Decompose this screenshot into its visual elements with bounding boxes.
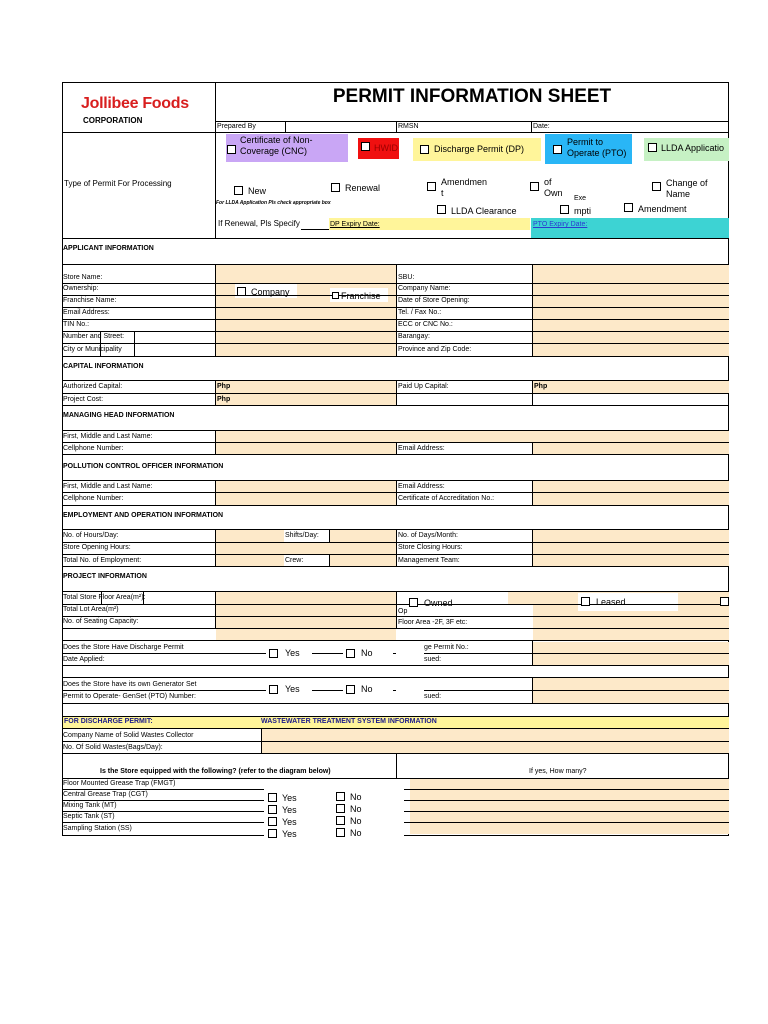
llda-clearance-label: LLDA Clearance	[451, 206, 517, 216]
company-logo: Jollibee Foods	[81, 95, 189, 112]
managing-cell-label: Cellphone Number:	[63, 445, 124, 452]
discharge-no-label: No	[361, 648, 373, 658]
solid-wastes-label: No. Of Solid Wastes(Bags/Day):	[63, 744, 163, 751]
divider	[62, 653, 262, 654]
renewal-label: Renewal	[345, 183, 381, 193]
amendment2-checkbox[interactable]	[624, 203, 633, 212]
divider	[215, 480, 216, 505]
renewal-specify-label: If Renewal, Pls Specify	[218, 219, 300, 228]
ss-no-checkbox[interactable]	[336, 828, 345, 837]
divider	[62, 665, 729, 666]
franchise-checkbox[interactable]	[332, 292, 339, 299]
fmgt-label: Floor Mounted Grease Trap (FMGT)	[63, 780, 176, 787]
ecc-label: ECC or CNC No.:	[398, 321, 453, 328]
divider	[62, 505, 729, 506]
st-no-label: No	[350, 816, 362, 826]
cnc-label: Certificate of Non-Coverage (CNC)	[240, 135, 313, 156]
total-employment-label: Total No. of Employment:	[63, 557, 142, 564]
divider	[62, 405, 729, 406]
divider	[62, 716, 729, 717]
company-label: Company	[251, 287, 290, 297]
llda-app-checkbox[interactable]	[648, 143, 657, 152]
st-yes-checkbox[interactable]	[268, 817, 277, 826]
other-checkbox[interactable]	[720, 597, 729, 606]
divider	[424, 653, 729, 654]
crew-input[interactable]	[330, 555, 396, 566]
hours-label: No. of Hours/Day:	[63, 532, 119, 539]
st-label: Septic Tank (ST)	[63, 813, 115, 820]
cgt-yes-label: Yes	[282, 793, 297, 803]
email-label: Email Address:	[63, 309, 110, 316]
divider	[532, 264, 533, 356]
crew-label: Crew:	[285, 557, 304, 564]
divider	[62, 741, 729, 742]
opening-hours-label: Store Opening Hours:	[63, 544, 131, 551]
cgt-yes-checkbox[interactable]	[268, 793, 277, 802]
equipped-question: Is the Store equipped with the following? (refer to the diagram below)	[100, 768, 331, 775]
cgt-label: Central Grease Trap (CGT)	[63, 791, 148, 798]
divider	[215, 121, 729, 122]
divider	[62, 454, 729, 455]
mt-label: Mixing Tank (MT)	[63, 802, 117, 809]
divider	[215, 132, 216, 238]
amendment-label: Amendmen t	[441, 177, 488, 198]
llda-note: For LLDA Application Pls check appropriate box	[216, 200, 331, 206]
divider	[215, 430, 216, 454]
hwid-label: HWID	[374, 143, 398, 153]
province-zip-label: Province and Zip Code:	[398, 346, 472, 353]
divider	[215, 264, 216, 356]
divider	[62, 640, 729, 641]
renewal-checkbox[interactable]	[331, 183, 340, 192]
collector-label: Company Name of Solid Wastes Collector	[63, 732, 194, 739]
company-name-label: Company Name:	[398, 285, 451, 292]
rmsn-label: RMSN	[398, 123, 419, 130]
exe-label: Exe	[574, 195, 587, 202]
managing-email-input[interactable]	[533, 443, 729, 454]
divider	[62, 132, 729, 133]
divider	[329, 554, 330, 566]
capital-heading: CAPITAL INFORMATION	[63, 363, 144, 370]
divider	[396, 591, 397, 628]
management-team-label: Management Team:	[398, 557, 460, 564]
leased-label: Leased	[596, 597, 626, 607]
divider	[396, 121, 397, 132]
company-logo-sub: CORPORATION	[83, 116, 143, 125]
permit-type-label: Type of Permit For Processing	[64, 179, 172, 188]
llda-clearance-checkbox[interactable]	[437, 205, 446, 214]
tel-fax-label: Tel. / Fax No.:	[398, 309, 442, 316]
city-label: City or Municipality	[63, 346, 122, 353]
opening-hours-input[interactable]	[216, 543, 396, 554]
dp-expiry-label: DP Expiry Date:	[330, 221, 380, 228]
permit-no-label: ge Permit No.:	[424, 644, 469, 651]
divider	[532, 480, 533, 505]
owned-label: Owned	[424, 598, 453, 608]
divider	[261, 728, 262, 753]
floor-spec-label: Floor Area -2F, 3F etc:	[398, 619, 468, 626]
leased-checkbox[interactable]	[581, 597, 590, 606]
shifts-label: Shifts/Day:	[285, 532, 319, 539]
st-no-checkbox[interactable]	[336, 816, 345, 825]
discharge-question: Does the Store Have Discharge Permit	[63, 644, 184, 651]
mt-yes-label: Yes	[282, 805, 297, 815]
pco-input-col2[interactable]	[533, 481, 729, 505]
amendment2-label: Amendment	[638, 204, 687, 214]
pco-heading: POLLUTION CONTROL OFFICER INFORMATION	[63, 463, 224, 470]
owned-option	[407, 594, 508, 609]
divider	[396, 264, 397, 356]
date-label: Date:	[533, 123, 550, 130]
change-name-checkbox[interactable]	[652, 182, 661, 191]
pco-cell-label: Cellphone Number:	[63, 495, 124, 502]
pto-genset-label: Permit to Operate- GenSet (PTO) Number:	[63, 693, 196, 700]
own-checkbox[interactable]	[530, 182, 539, 191]
barangay-label: Barangay:	[398, 333, 430, 340]
divider	[396, 753, 397, 778]
change-name-label: Change of Name	[666, 178, 708, 199]
discharge-yes-label: Yes	[285, 648, 300, 658]
mt-no-checkbox[interactable]	[336, 804, 345, 813]
divider	[396, 380, 397, 405]
ownership-label: Ownership:	[63, 285, 99, 292]
franchisee-name-label: Franchise Name:	[63, 297, 117, 304]
tin-label: TIN No.:	[63, 321, 90, 328]
employment-input-col2[interactable]	[533, 530, 729, 566]
mt-no-label: No	[350, 804, 362, 814]
mpti-checkbox[interactable]	[560, 205, 569, 214]
managing-cell-input[interactable]	[216, 443, 396, 454]
dp-checkbox[interactable]	[420, 145, 429, 154]
generator-question: Does the Store have its own Generator Set	[63, 681, 197, 688]
equipment-count-input[interactable]	[410, 779, 729, 834]
divider	[215, 529, 216, 566]
php-label: Php	[217, 383, 231, 390]
applicant-heading: APPLICANT INFORMATION	[63, 245, 154, 252]
store-name-label: Store Name:	[63, 274, 103, 281]
managing-email-label: Email Address:	[398, 445, 445, 452]
divider	[532, 442, 533, 454]
managing-name-input[interactable]	[216, 431, 729, 442]
issued-label: sued:	[424, 693, 442, 700]
capital-input-col2[interactable]	[533, 381, 729, 393]
leased-option	[578, 593, 678, 611]
divider	[134, 331, 135, 356]
pco-email-label: Email Address:	[398, 483, 445, 490]
pto-label: Permit to Operate (PTO)	[567, 137, 627, 158]
project-cost-label: Project Cost:	[63, 396, 104, 403]
managing-heading: MANAGING HEAD INFORMATION	[63, 412, 175, 419]
divider	[215, 591, 216, 628]
st-yes-label: Yes	[282, 817, 297, 827]
divider	[285, 121, 286, 132]
total-employment-input[interactable]	[216, 555, 284, 566]
project-heading: PROJECT INFORMATION	[63, 573, 147, 580]
prepared-by-label: Prepared By	[217, 123, 256, 130]
divider	[424, 690, 729, 691]
franchise-label: Franchise	[341, 291, 381, 301]
mt-yes-checkbox[interactable]	[268, 805, 277, 814]
wastewater-heading: WASTEWATER TREATMENT SYSTEM INFORMATION	[261, 718, 437, 725]
divider	[532, 380, 533, 405]
hwid-checkbox[interactable]	[361, 142, 370, 151]
amendment-checkbox[interactable]	[427, 182, 436, 191]
company-checkbox[interactable]	[237, 287, 246, 296]
days-label: No. of Days/Month:	[398, 532, 458, 539]
ss-label: Sampling Station (SS)	[63, 825, 132, 832]
pto-checkbox[interactable]	[553, 145, 562, 154]
generator-no-label: No	[361, 684, 373, 694]
op-label: Op	[398, 608, 408, 615]
new-checkbox[interactable]	[234, 186, 243, 195]
hours-input[interactable]	[216, 530, 284, 542]
employment-heading: EMPLOYMENT AND OPERATION INFORMATION	[63, 512, 224, 519]
divider	[532, 640, 533, 665]
shifts-input[interactable]	[330, 530, 396, 542]
closing-hours-label: Store Closing Hours:	[398, 544, 463, 551]
ss-no-label: No	[350, 828, 362, 838]
discharge-yes-checkbox[interactable]	[269, 649, 278, 658]
php-label: Php	[534, 383, 548, 390]
cnc-checkbox[interactable]	[227, 145, 236, 154]
floor-area-label: Total Store Floor Area(m²):	[63, 594, 146, 601]
pco-input-col1[interactable]	[216, 481, 396, 505]
divider	[532, 529, 533, 566]
divider	[62, 690, 262, 691]
divider	[215, 380, 216, 405]
llda-app-label: LLDA Applicatio	[661, 143, 725, 153]
divider	[62, 238, 729, 239]
renewal-specify-underline	[301, 229, 329, 230]
divider	[396, 480, 397, 505]
owned-checkbox[interactable]	[409, 598, 418, 607]
discharge-permit-heading: FOR DISCHARGE PERMIT:	[64, 718, 153, 725]
cgt-no-checkbox[interactable]	[336, 792, 345, 801]
lot-area-label: Total Lot Area(m²)	[63, 606, 119, 613]
pco-name-label: First, Middle and Last Name:	[63, 483, 153, 490]
sbu-label: SBU:	[398, 274, 415, 281]
own-label: of Own	[544, 177, 563, 198]
number-street-label: Number and Street:	[63, 333, 125, 340]
divider	[62, 703, 729, 704]
new-label: New	[248, 186, 267, 196]
discharge-no-checkbox[interactable]	[346, 649, 355, 658]
divider	[396, 442, 397, 454]
divider	[62, 628, 729, 629]
divider	[532, 677, 533, 703]
cgt-no-label: No	[350, 792, 362, 802]
dp-label: Discharge Permit (DP)	[434, 144, 525, 154]
divider	[531, 121, 532, 132]
how-many-label: If yes, How many?	[529, 768, 587, 775]
ss-yes-checkbox[interactable]	[268, 829, 277, 838]
authorized-capital-label: Authorized Capital:	[63, 383, 123, 390]
generator-yes-checkbox[interactable]	[269, 685, 278, 694]
php-label: Php	[217, 396, 231, 403]
mpti-label: mpti	[574, 206, 592, 216]
issued-label: sued:	[424, 656, 442, 663]
seating-label: No. of Seating Capacity:	[63, 618, 139, 625]
date-applied-label: Date Applied:	[63, 656, 105, 663]
pco-accreditation-label: Certificate of Accreditation No.:	[398, 495, 495, 502]
ss-yes-label: Yes	[282, 829, 297, 839]
divider	[62, 356, 729, 357]
date-opening-label: Date of Store Opening:	[398, 297, 470, 304]
page-title: PERMIT INFORMATION SHEET	[332, 86, 612, 107]
generator-yes-label: Yes	[285, 684, 300, 694]
divider	[329, 529, 330, 542]
generator-no-checkbox[interactable]	[346, 685, 355, 694]
paid-up-label: Paid Up Capital:	[398, 383, 449, 390]
divider	[396, 529, 397, 566]
pto-expiry-label: PTO Expiry Date:	[533, 221, 588, 228]
managing-name-label: First, Middle and Last Name:	[63, 433, 153, 440]
divider	[62, 566, 729, 567]
